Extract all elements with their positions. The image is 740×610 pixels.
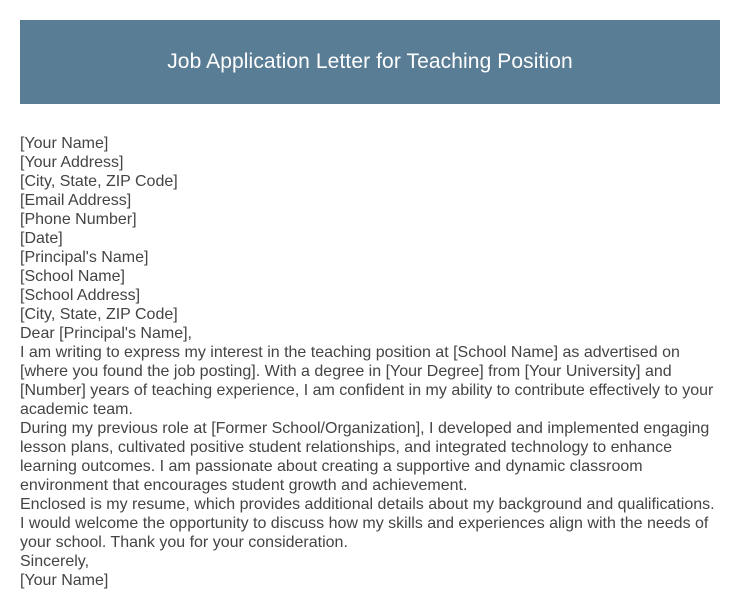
paragraph-line: academic team. bbox=[20, 401, 133, 418]
paragraph-line: learning outcomes. I am passionate about creating a supportive and dynamic classroom bbox=[20, 458, 643, 475]
signature-name: [Your Name] bbox=[20, 572, 109, 589]
recipient-name: [Principal's Name] bbox=[20, 249, 149, 266]
recipient-school-address: [School Address] bbox=[20, 287, 141, 304]
paragraph-line: I am writing to express my interest in the teaching position at [School Name] as advertised on bbox=[20, 344, 680, 361]
page-title: Job Application Letter for Teaching Position bbox=[167, 50, 573, 73]
letter-date: [Date] bbox=[20, 230, 63, 247]
paragraph-line: lesson plans, cultivated positive student relationships, and integrated technology to enhance bbox=[20, 439, 672, 456]
paragraph-line: environment that encourages student growth and achievement. bbox=[20, 477, 468, 494]
recipient-block bbox=[20, 248, 725, 324]
header-banner bbox=[20, 20, 720, 104]
paragraph-intro bbox=[20, 343, 725, 419]
recipient-city-state-zip: [City, State, ZIP Code] bbox=[20, 306, 178, 323]
paragraph-line: Enclosed is my resume, which provides additional details about my background and qualifications. bbox=[20, 496, 715, 513]
sender-phone: [Phone Number] bbox=[20, 211, 137, 228]
paragraph-line: your school. Thank you for your consideration. bbox=[20, 534, 348, 551]
sender-address: [Your Address] bbox=[20, 154, 124, 171]
sender-block bbox=[20, 134, 725, 248]
paragraph-line: I would welcome the opportunity to discuss how my skills and experiences align with the needs of bbox=[20, 515, 709, 532]
sender-city-state-zip: [City, State, ZIP Code] bbox=[20, 173, 178, 190]
paragraph-line: [Number] years of teaching experience, I am confident in my ability to contribute effectively to your bbox=[20, 382, 714, 399]
paragraph-experience bbox=[20, 419, 725, 495]
recipient-school-name: [School Name] bbox=[20, 268, 125, 285]
paragraph-line: [where you found the job posting]. With a degree in [Your Degree] from [Your University] and bbox=[20, 363, 672, 380]
paragraph-line: During my previous role at [Former School/Organization], I developed and implemented engaging bbox=[20, 420, 710, 437]
sender-name: [Your Name] bbox=[20, 135, 109, 152]
closing: Sincerely, bbox=[20, 553, 90, 570]
paragraph-closing-remarks bbox=[20, 495, 725, 552]
salutation: Dear [Principal's Name], bbox=[20, 325, 192, 342]
sender-email: [Email Address] bbox=[20, 192, 132, 209]
letter-body bbox=[20, 134, 725, 590]
